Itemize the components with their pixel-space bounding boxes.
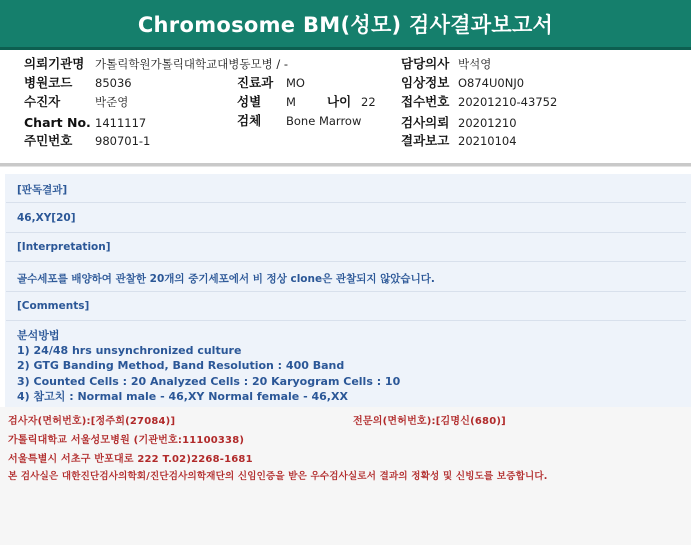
method-line: 3) Counted Cells : 20 Analyzed Cells : 20 Karyogram Cells : 10	[17, 374, 401, 388]
interpretation-text: 골수세포를 배양하여 관찰한 20개의 중기세포에서 비 정상 clone은 관찰되지 않았습니다.	[17, 273, 435, 285]
chart-no-value: 1411117	[95, 116, 147, 130]
examinee-label: 수진자	[24, 94, 61, 109]
resident-no-value: 980701-1	[95, 134, 151, 148]
hospital-code-value: 85036	[95, 76, 132, 90]
doctor-label: 담당의사	[401, 56, 450, 71]
report-title: Chromosome BM(성모) 검사결과보고서	[0, 0, 691, 50]
institution-label: 의뢰기관명	[24, 56, 85, 71]
section-separator	[6, 232, 686, 233]
doctor-value: 박석영	[458, 57, 492, 71]
sex-value: M	[286, 95, 296, 109]
interpretation-heading: [Interpretation]	[17, 241, 111, 253]
header-divider	[0, 163, 691, 167]
analysis-method	[17, 328, 400, 404]
examinee-value: 박준영	[95, 95, 129, 109]
specimen-label: 검체	[237, 113, 262, 128]
organization-info: 가톨릭대학교 서울성모병원 (기관번호:11100338)	[8, 435, 245, 446]
department-value: MO	[286, 76, 305, 90]
clinical-info-value: O874U0NJ0	[458, 76, 525, 90]
reading-heading: [판독결과]	[17, 184, 68, 196]
resident-no-label: 주민번호	[24, 133, 73, 148]
institution-value: 가톨릭학원가톨릭대학교대병동모병 / -	[95, 57, 289, 71]
chart-no-label: Chart No.	[24, 115, 91, 130]
examiner-info: 검사자(면허번호):[정주희(27084)]	[8, 416, 176, 427]
method-line: 1) 24/48 hrs unsynchronized culture	[17, 344, 242, 358]
method-line: 2) GTG Banding Method, Band Resolution : 400 Band	[17, 359, 345, 373]
age-value: 22	[361, 95, 376, 109]
receipt-no-value: 20201210-43752	[458, 95, 558, 109]
method-title: 분석방법	[17, 329, 60, 342]
department-label: 진료과	[237, 75, 274, 90]
patient-info	[0, 48, 691, 158]
hospital-code-label: 병원코드	[24, 75, 73, 90]
comments-heading: [Comments]	[17, 300, 90, 312]
report-date-value: 20210104	[458, 134, 517, 148]
receipt-no-label: 접수번호	[401, 94, 450, 109]
sex-label: 성별	[237, 94, 262, 109]
report-date-label: 결과보고	[401, 133, 450, 148]
section-separator	[6, 320, 686, 321]
age-label: 나이	[327, 94, 352, 109]
section-separator	[6, 202, 686, 203]
address-info: 서울특별시 서초구 반포대로 222 T.02)2268-1681	[8, 454, 253, 465]
section-separator	[6, 261, 686, 262]
request-date-value: 20201210	[458, 116, 517, 130]
clinical-info-label: 임상정보	[401, 75, 450, 90]
specimen-value: Bone Marrow	[286, 114, 362, 128]
reading-result: 46,XY[20]	[17, 212, 76, 224]
section-separator	[6, 291, 686, 292]
method-line: 4) 참고치 : Normal male - 46,XY Normal female - 46,XX	[17, 389, 348, 403]
request-date-label: 검사의뢰	[401, 115, 450, 130]
specialist-info: 전문의(면허번호):[김명신(680)]	[353, 416, 506, 427]
certification-note: 본 검사실은 대한진단검사의학회/진단검사의학재단의 신임인증을 받은 우수검사실로서 결과의 정확성 및 신빙도를 보증합니다.	[8, 471, 548, 482]
